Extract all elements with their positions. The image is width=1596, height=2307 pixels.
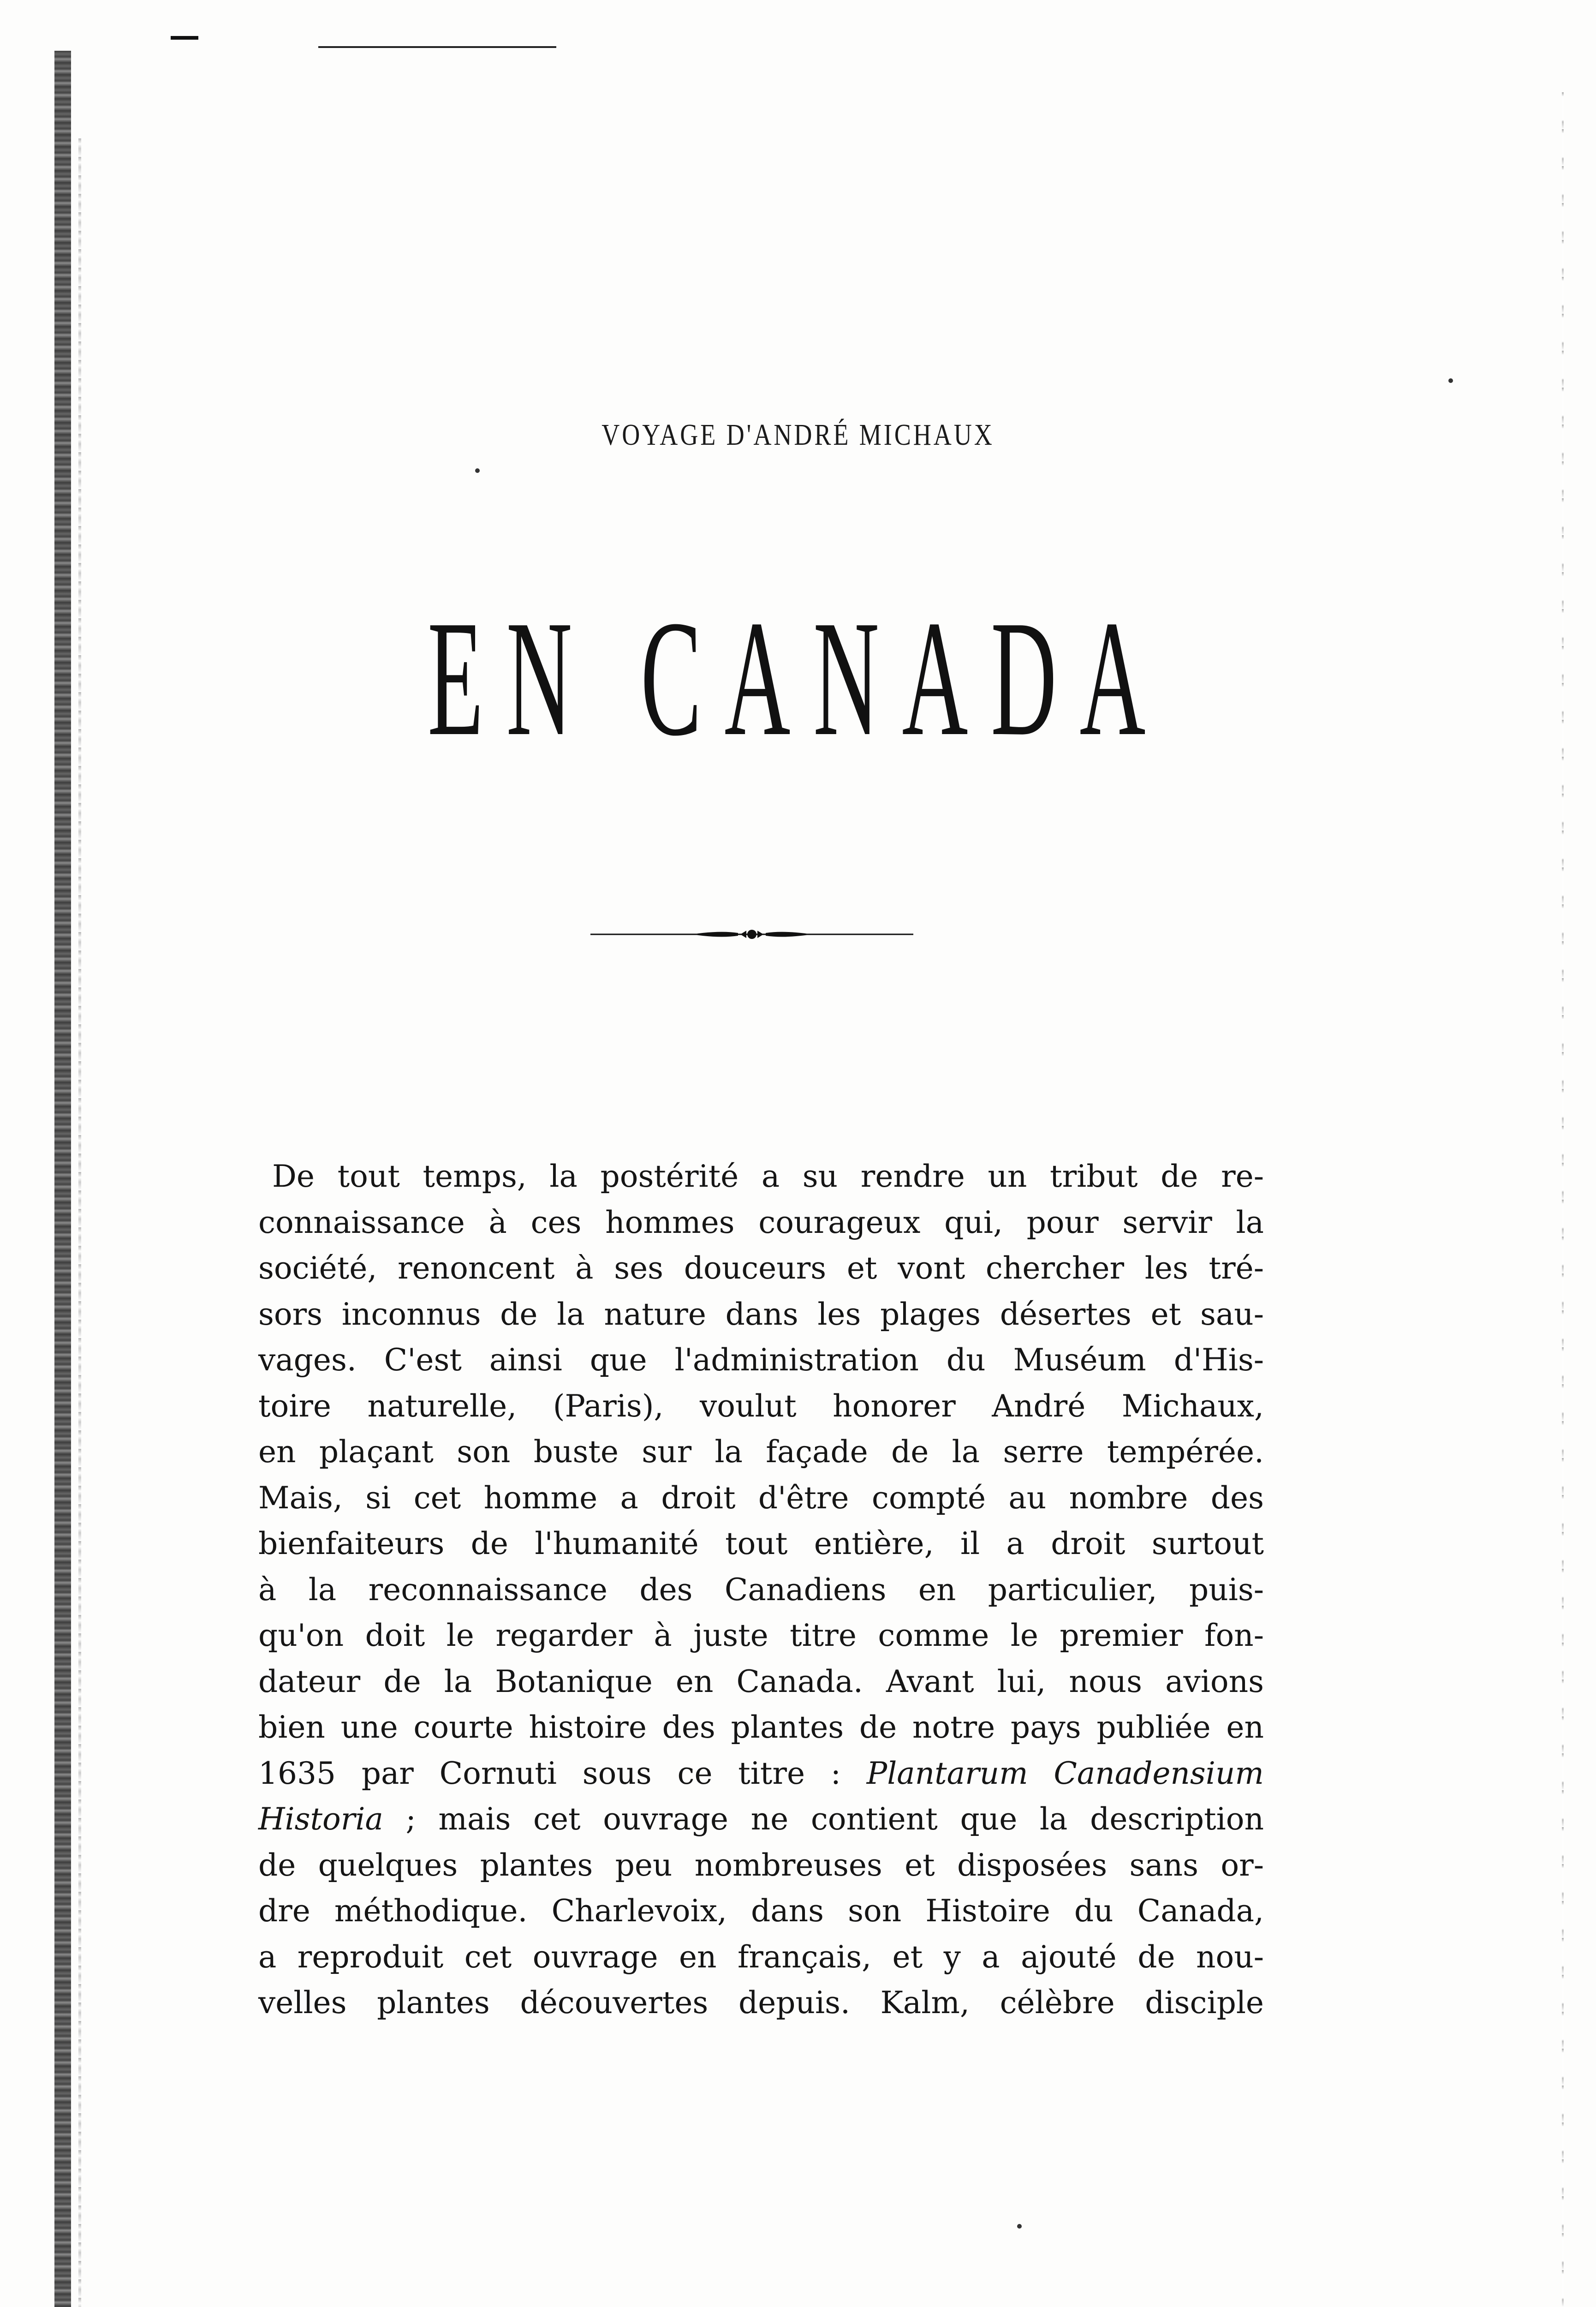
scan-speck [475, 468, 480, 473]
body-line: bienfaiteurs de l'humanité tout entière, il a droit surtout [258, 1526, 1264, 1561]
body-line: dre méthodique. Charlevoix, dans son Histoire du Canada, [258, 1893, 1264, 1929]
top-rule-dashes [489, 46, 563, 48]
title-ornament-divider [590, 927, 913, 941]
body-line: de quelques plantes peu nombreuses et disposées sans or- [258, 1847, 1264, 1883]
body-line: 1635 par Cornuti sous ce titre : Plantarum Canadensium [258, 1755, 1264, 1791]
top-rule-mark [171, 36, 198, 40]
body-line: De tout temps, la postérité a su rendre un tribut de re- [272, 1159, 1264, 1194]
scan-speck [1448, 378, 1453, 383]
binding-edge-shadow [54, 51, 71, 2307]
body-line: vages. C'est ainsi que l'administration du Muséum d'His- [258, 1342, 1264, 1378]
body-line: toire naturelle, (Paris), voulut honorer André Michaux, [258, 1388, 1264, 1424]
body-line: en plaçant son buste sur la façade de la serre tempérée. [258, 1434, 1264, 1470]
body-line: société, renoncent à ses douceurs et vont chercher les tré- [258, 1250, 1264, 1286]
body-line: bien une courte histoire des plantes de notre pays publiée en [258, 1709, 1264, 1745]
running-title: VOYAGE D'ANDRÉ MICHAUX [601, 418, 995, 452]
binding-edge-speckle [78, 138, 81, 2307]
body-line: qu'on doit le regarder à juste titre comme le premier fon- [258, 1618, 1264, 1653]
body-line: à la reconnaissance des Canadiens en particulier, puis- [258, 1572, 1264, 1608]
body-line: velles plantes découvertes depuis. Kalm, célèbre disciple [258, 1985, 1264, 2020]
right-edge-speckle [1562, 92, 1564, 2307]
body-line: a reproduit cet ouvrage en français, et y a ajouté de nou- [258, 1939, 1264, 1975]
body-line: dateur de la Botanique en Canada. Avant lui, nous avions [258, 1663, 1264, 1699]
body-text [258, 1154, 1264, 2026]
scan-speck [1017, 2224, 1022, 2229]
body-line: Mais, si cet homme a droit d'être compté au nombre des [258, 1480, 1264, 1516]
body-line: connaissance à ces hommes courageux qui, pour servir la [258, 1204, 1264, 1240]
body-line: Historia ; mais cet ouvrage ne contient que la description [258, 1801, 1264, 1837]
body-line: sors inconnus de la nature dans les plages désertes et sau- [258, 1296, 1264, 1332]
main-title: EN CANADA [428, 586, 1168, 770]
